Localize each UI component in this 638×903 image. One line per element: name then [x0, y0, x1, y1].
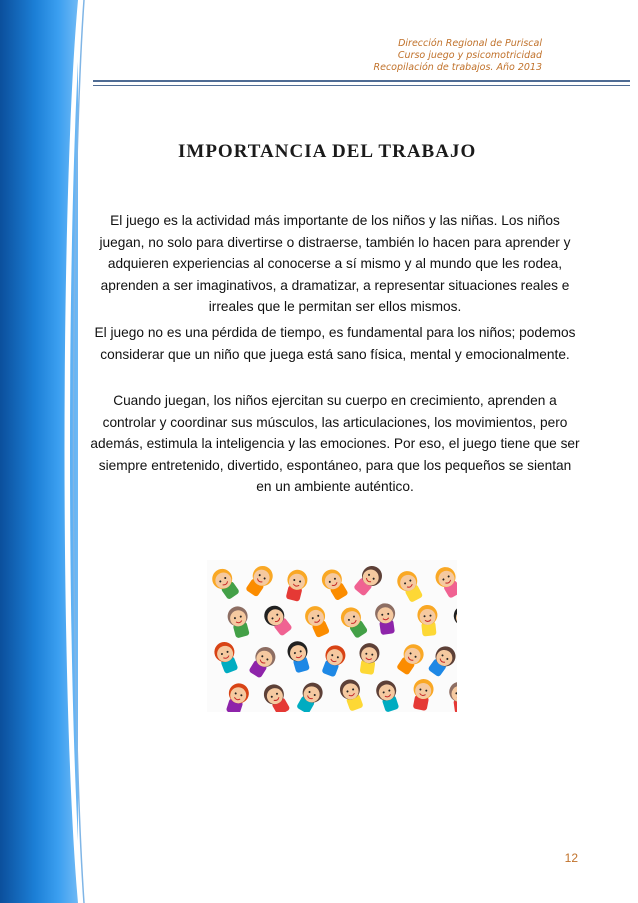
header-compilation: Recopilación de trabajos. Año 2013: [373, 62, 542, 73]
header-institution: Dirección Regional de Puriscal: [398, 38, 542, 49]
header-rule-thick: [93, 80, 630, 82]
paragraph-1: El juego es la actividad más importante de los niños y las niñas. Los niños juegan, no solo para divertirse o distraerse, también lo hacen para aprender y adquieren experiencias al conocerse a sí mismo y al mundo que les rodea, aprenden a ser imaginativos, a dramatizar, a representar situaciones reales e irreales que le permitan ser ellos mismos.: [99, 213, 571, 314]
paragraph-3: Cuando juegan, los niños ejercitan su cuerpo en crecimiento, aprenden a controlar y coordinar sus músculos, las articulaciones, los movimientos, pero además, estimula la inteligencia y las emociones. Por eso, el juego tiene que ser siempre entretenido, divertido, espontáneo, para que los pequeños se sientan en un ambiente auténtico.: [90, 393, 580, 494]
document-header: [374, 38, 543, 74]
header-course: Curso juego y psicomotricidad: [397, 50, 542, 61]
page-title: IMPORTANCIA DEL TRABAJO: [178, 141, 477, 162]
paragraph-2: El juego no es una pérdida de tiempo, es fundamental para los niños; podemos considerar que un niño que juega está sano física, mental y emocionalmente.: [94, 325, 576, 362]
header-rule-thin: [93, 85, 630, 86]
children-illustration: [207, 560, 457, 712]
children-cartoon-icon: [207, 560, 457, 712]
page-number: 12: [564, 851, 578, 865]
